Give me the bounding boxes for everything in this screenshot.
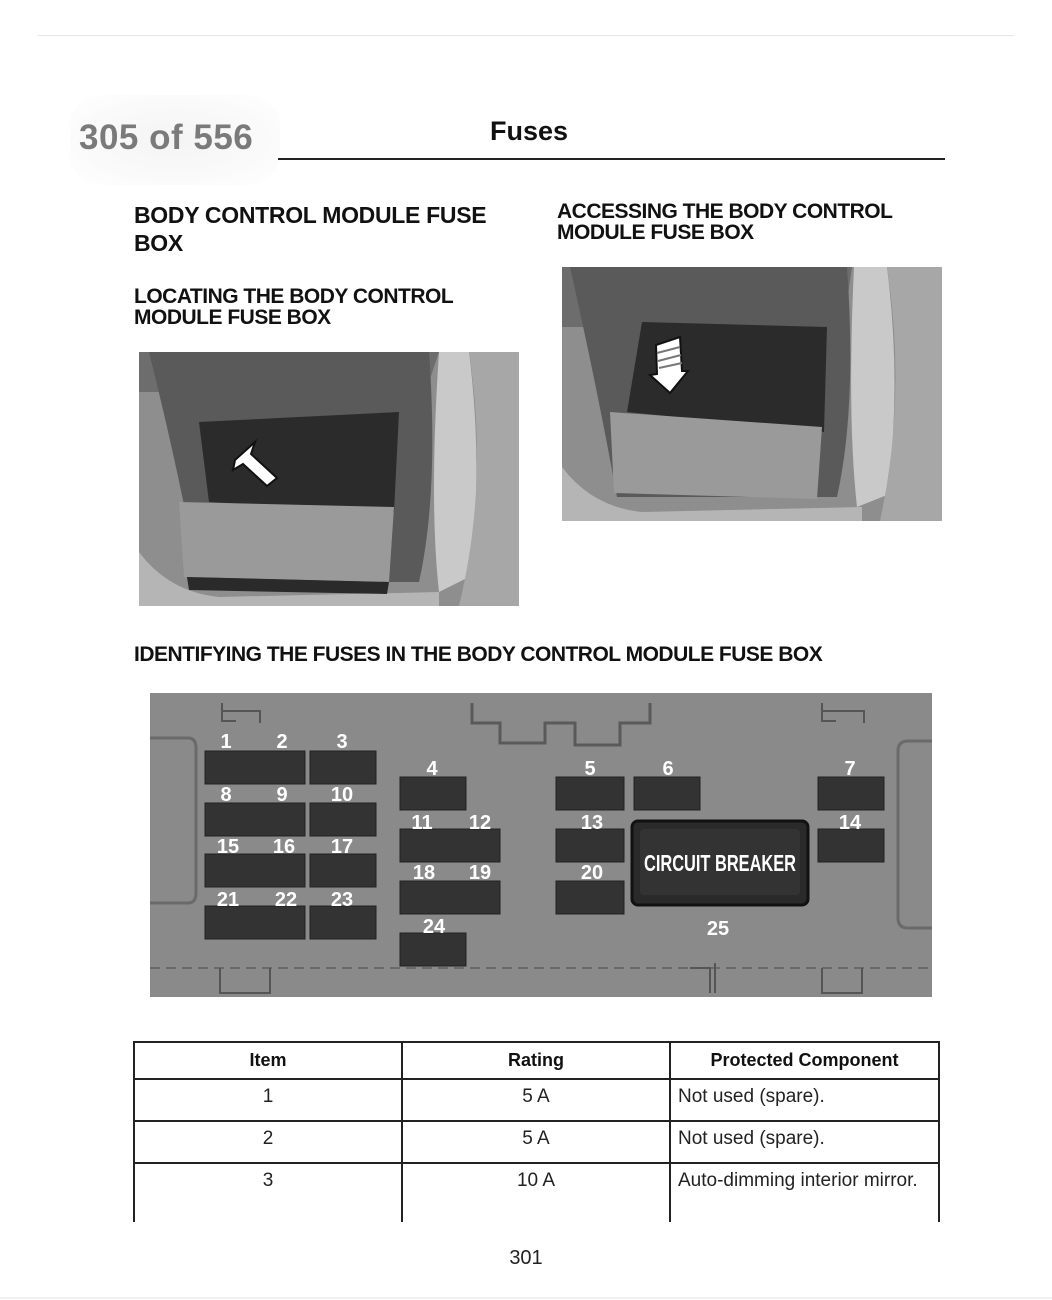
subheading-locating: LOCATING THE BODY CONTROL MODULE FUSE BOX	[134, 285, 453, 329]
fuse-number-label: 21	[216, 889, 240, 911]
fuse-table	[133, 1041, 940, 1222]
circuit-breaker	[632, 821, 808, 905]
fuse-number-label: 18	[412, 862, 436, 884]
cell-rating: 10 A	[402, 1163, 670, 1222]
column-header-item: Item	[134, 1042, 402, 1079]
page-counter: 305 of 556	[79, 118, 254, 157]
cell-component: Auto-dimming interior mirror.	[670, 1163, 939, 1222]
locating-fuse-box-illustration	[139, 352, 519, 606]
subheading-identifying: IDENTIFYING THE FUSES IN THE BODY CONTROL MODULE FUSE BOX	[134, 643, 823, 666]
accessing-fuse-box-illustration	[562, 267, 942, 521]
fuse-number-label: 19	[468, 862, 492, 884]
cell-component: Not used (spare).	[670, 1079, 939, 1121]
table-row	[134, 1121, 939, 1163]
fuse-number-label: 23	[330, 889, 354, 911]
fuse-number-label: 12	[468, 812, 492, 834]
fuse-7	[818, 777, 884, 810]
fuse-number-label: 16	[272, 836, 296, 858]
cell-item: 1	[134, 1079, 402, 1121]
fuse-number-label: 10	[330, 784, 354, 806]
fuse-number-label: 2	[276, 731, 288, 753]
fuse-20	[556, 881, 624, 914]
fuse-box-diagram	[150, 693, 932, 997]
chapter-rule	[278, 158, 945, 160]
fuse-10	[310, 803, 376, 836]
cell-rating: 5 A	[402, 1121, 670, 1163]
fuse-6	[634, 777, 700, 810]
fuse-18-19	[400, 881, 500, 914]
bottom-divider	[0, 1297, 1052, 1299]
fuse-number-label: 7	[844, 758, 856, 780]
top-divider	[38, 35, 1014, 36]
table-row	[134, 1163, 939, 1222]
subheading-accessing: ACCESSING THE BODY CONTROL MODULE FUSE BOX	[557, 200, 893, 244]
fuse-number-label: 13	[580, 812, 604, 834]
fuse-number-label: 24	[422, 916, 446, 938]
fuse-number-label: 15	[216, 836, 240, 858]
column-header-protected-component: Protected Component	[670, 1042, 939, 1079]
fuse-1-2	[205, 751, 305, 784]
column-header-rating: Rating	[402, 1042, 670, 1079]
fuse-8-9	[205, 803, 305, 836]
fuse-number-label: 8	[220, 784, 232, 806]
table-row	[134, 1079, 939, 1121]
cell-item: 3	[134, 1163, 402, 1222]
fuse-number-label: 22	[274, 889, 298, 911]
fuse-4	[400, 777, 466, 810]
fuse-5	[556, 777, 624, 810]
cell-item: 2	[134, 1121, 402, 1163]
fuse-number-label: 4	[426, 758, 438, 780]
fuse-number-label: 14	[838, 812, 862, 834]
fuse-number-label: 17	[330, 836, 354, 858]
fuse-number-label: 11	[411, 812, 433, 834]
section-heading-bcm-fuse-box: BODY CONTROL MODULE FUSE BOX	[134, 202, 487, 256]
fuse-number-label: 1	[220, 731, 232, 753]
fuse-number-label: 25	[706, 918, 730, 940]
fuse-number-label: 9	[276, 784, 288, 806]
cell-component: Not used (spare).	[670, 1121, 939, 1163]
fuse-15-16	[205, 854, 305, 887]
fuse-3	[310, 751, 376, 784]
fuse-number-label: 5	[584, 758, 596, 780]
page-number: 301	[509, 1247, 543, 1269]
fuse-number-label: 20	[580, 862, 604, 884]
chapter-title: Fuses	[490, 116, 569, 146]
cell-rating: 5 A	[402, 1079, 670, 1121]
fuse-17	[310, 854, 376, 887]
fuse-number-label: 6	[662, 758, 674, 780]
fuse-number-label: 3	[336, 731, 348, 753]
circuit-breaker-label: CIRCUIT BREAKER	[644, 850, 797, 876]
